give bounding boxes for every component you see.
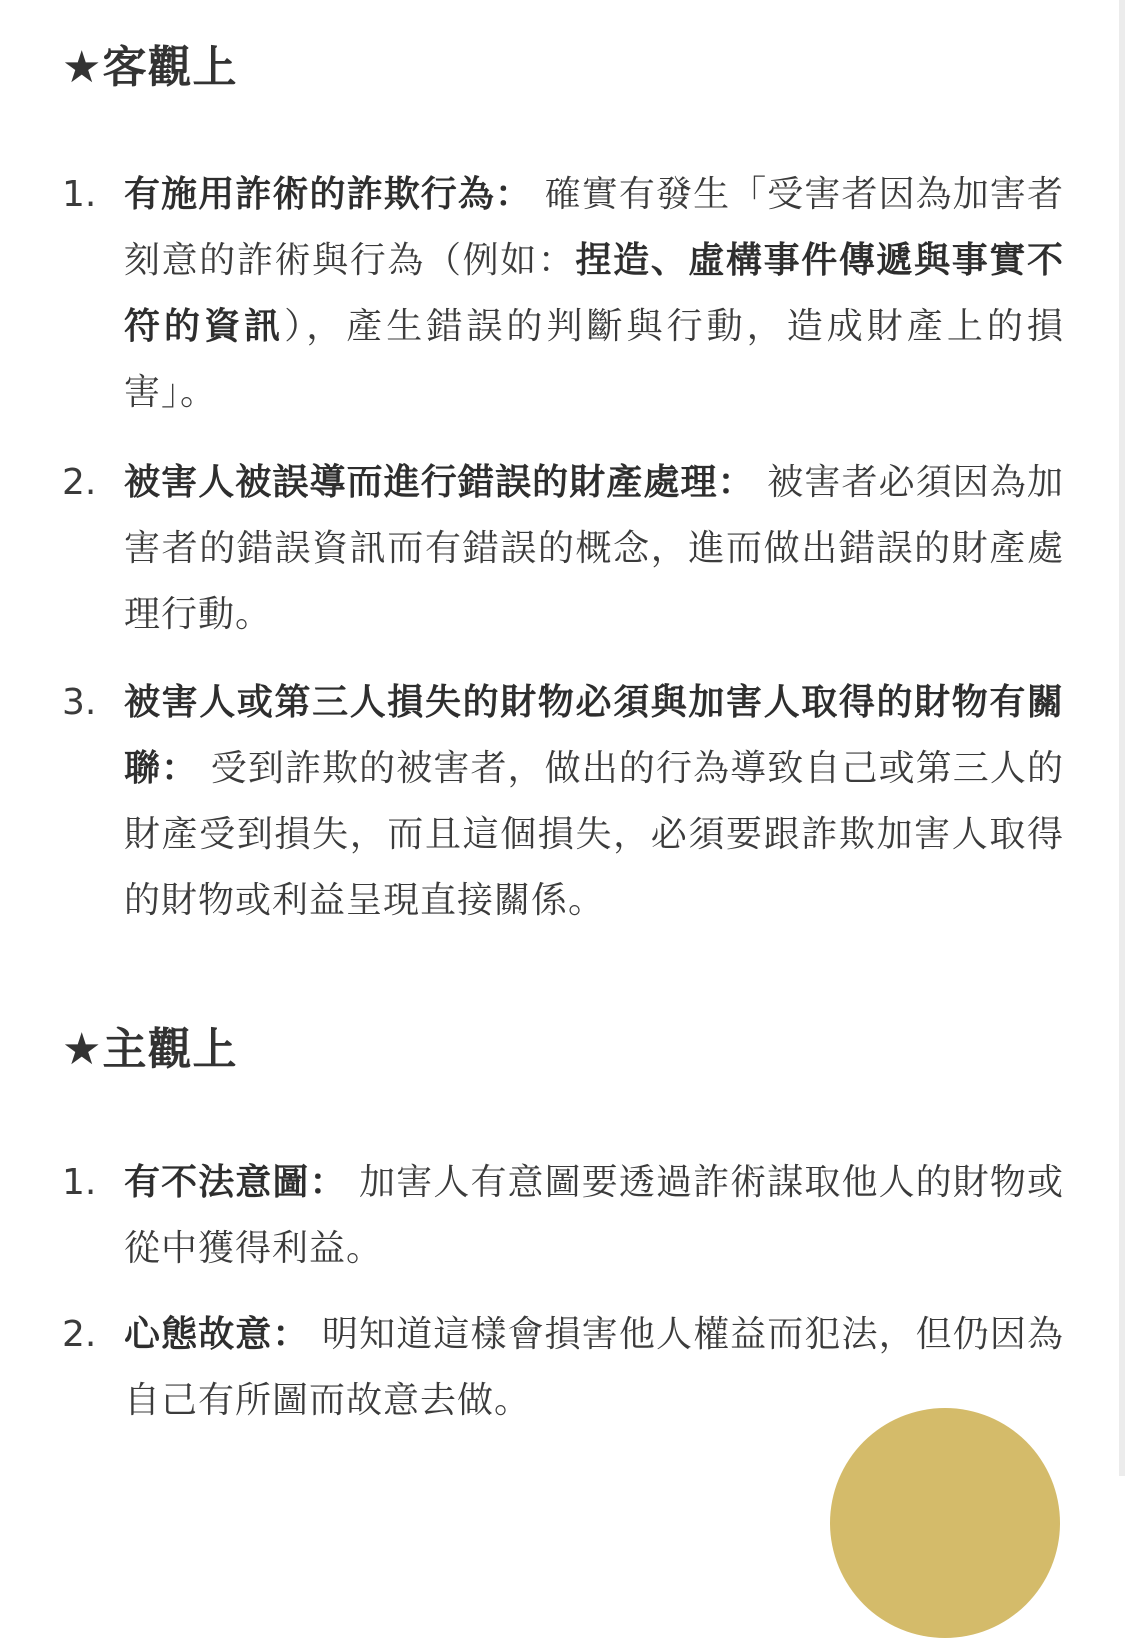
item-body: 明知道這樣會損害他人權益而犯法，但仍因為自己有所圖而故意去做。 <box>124 1314 1064 1421</box>
item-heading: 有不法意圖： <box>124 1162 347 1203</box>
section-title-objective: ★客觀上 <box>62 42 238 93</box>
list-number: 2. <box>62 1314 97 1355</box>
item-body: 加害人有意圖要透過詐術謀取他人的財物或從中獲得利益。 <box>124 1162 1064 1269</box>
item-emphasis: 捏造、虛構事件傳遞與事實不符的資訊 <box>124 240 1064 347</box>
list-number: 3. <box>62 682 97 723</box>
section-title-subjective: ★主觀上 <box>62 1024 238 1075</box>
item-heading: 有施用詐術的詐欺行為： <box>124 174 533 215</box>
item-body: 受到詐欺的被害者，做出的行為導致自己或第三人的財產受到損失，而且這個損失，必須要跟詐欺加害人取得的財物或利益呈現直接關係。 <box>124 748 1064 921</box>
item-heading: 被害人或第三人損失的財物必須與加害人取得的財物有關聯： <box>124 682 1064 789</box>
item-heading: 心態故意： <box>124 1314 310 1355</box>
list-item-text <box>124 670 1064 934</box>
item-body: 確實有發生「受害者因為加害者刻意的詐術與行為（例如： <box>124 174 1064 281</box>
item-body: 被害者必須因為加害者的錯誤資訊而有錯誤的概念，進而做出錯誤的財產處理行動。 <box>124 462 1064 635</box>
floating-action-button[interactable] <box>830 1408 1060 1638</box>
right-edge-border <box>1119 0 1125 1476</box>
list-number: 1. <box>62 1162 97 1203</box>
list-item-text <box>124 162 1064 426</box>
item-heading: 被害人被誤導而進行錯誤的財產處理： <box>124 462 755 503</box>
list-number: 2. <box>62 462 97 503</box>
list-item-text <box>124 450 1064 648</box>
list-number: 1. <box>62 174 97 215</box>
list-item-text <box>124 1150 1064 1282</box>
item-body: ），產生錯誤的判斷與行動，造成財產上的損害」。 <box>124 306 1064 413</box>
